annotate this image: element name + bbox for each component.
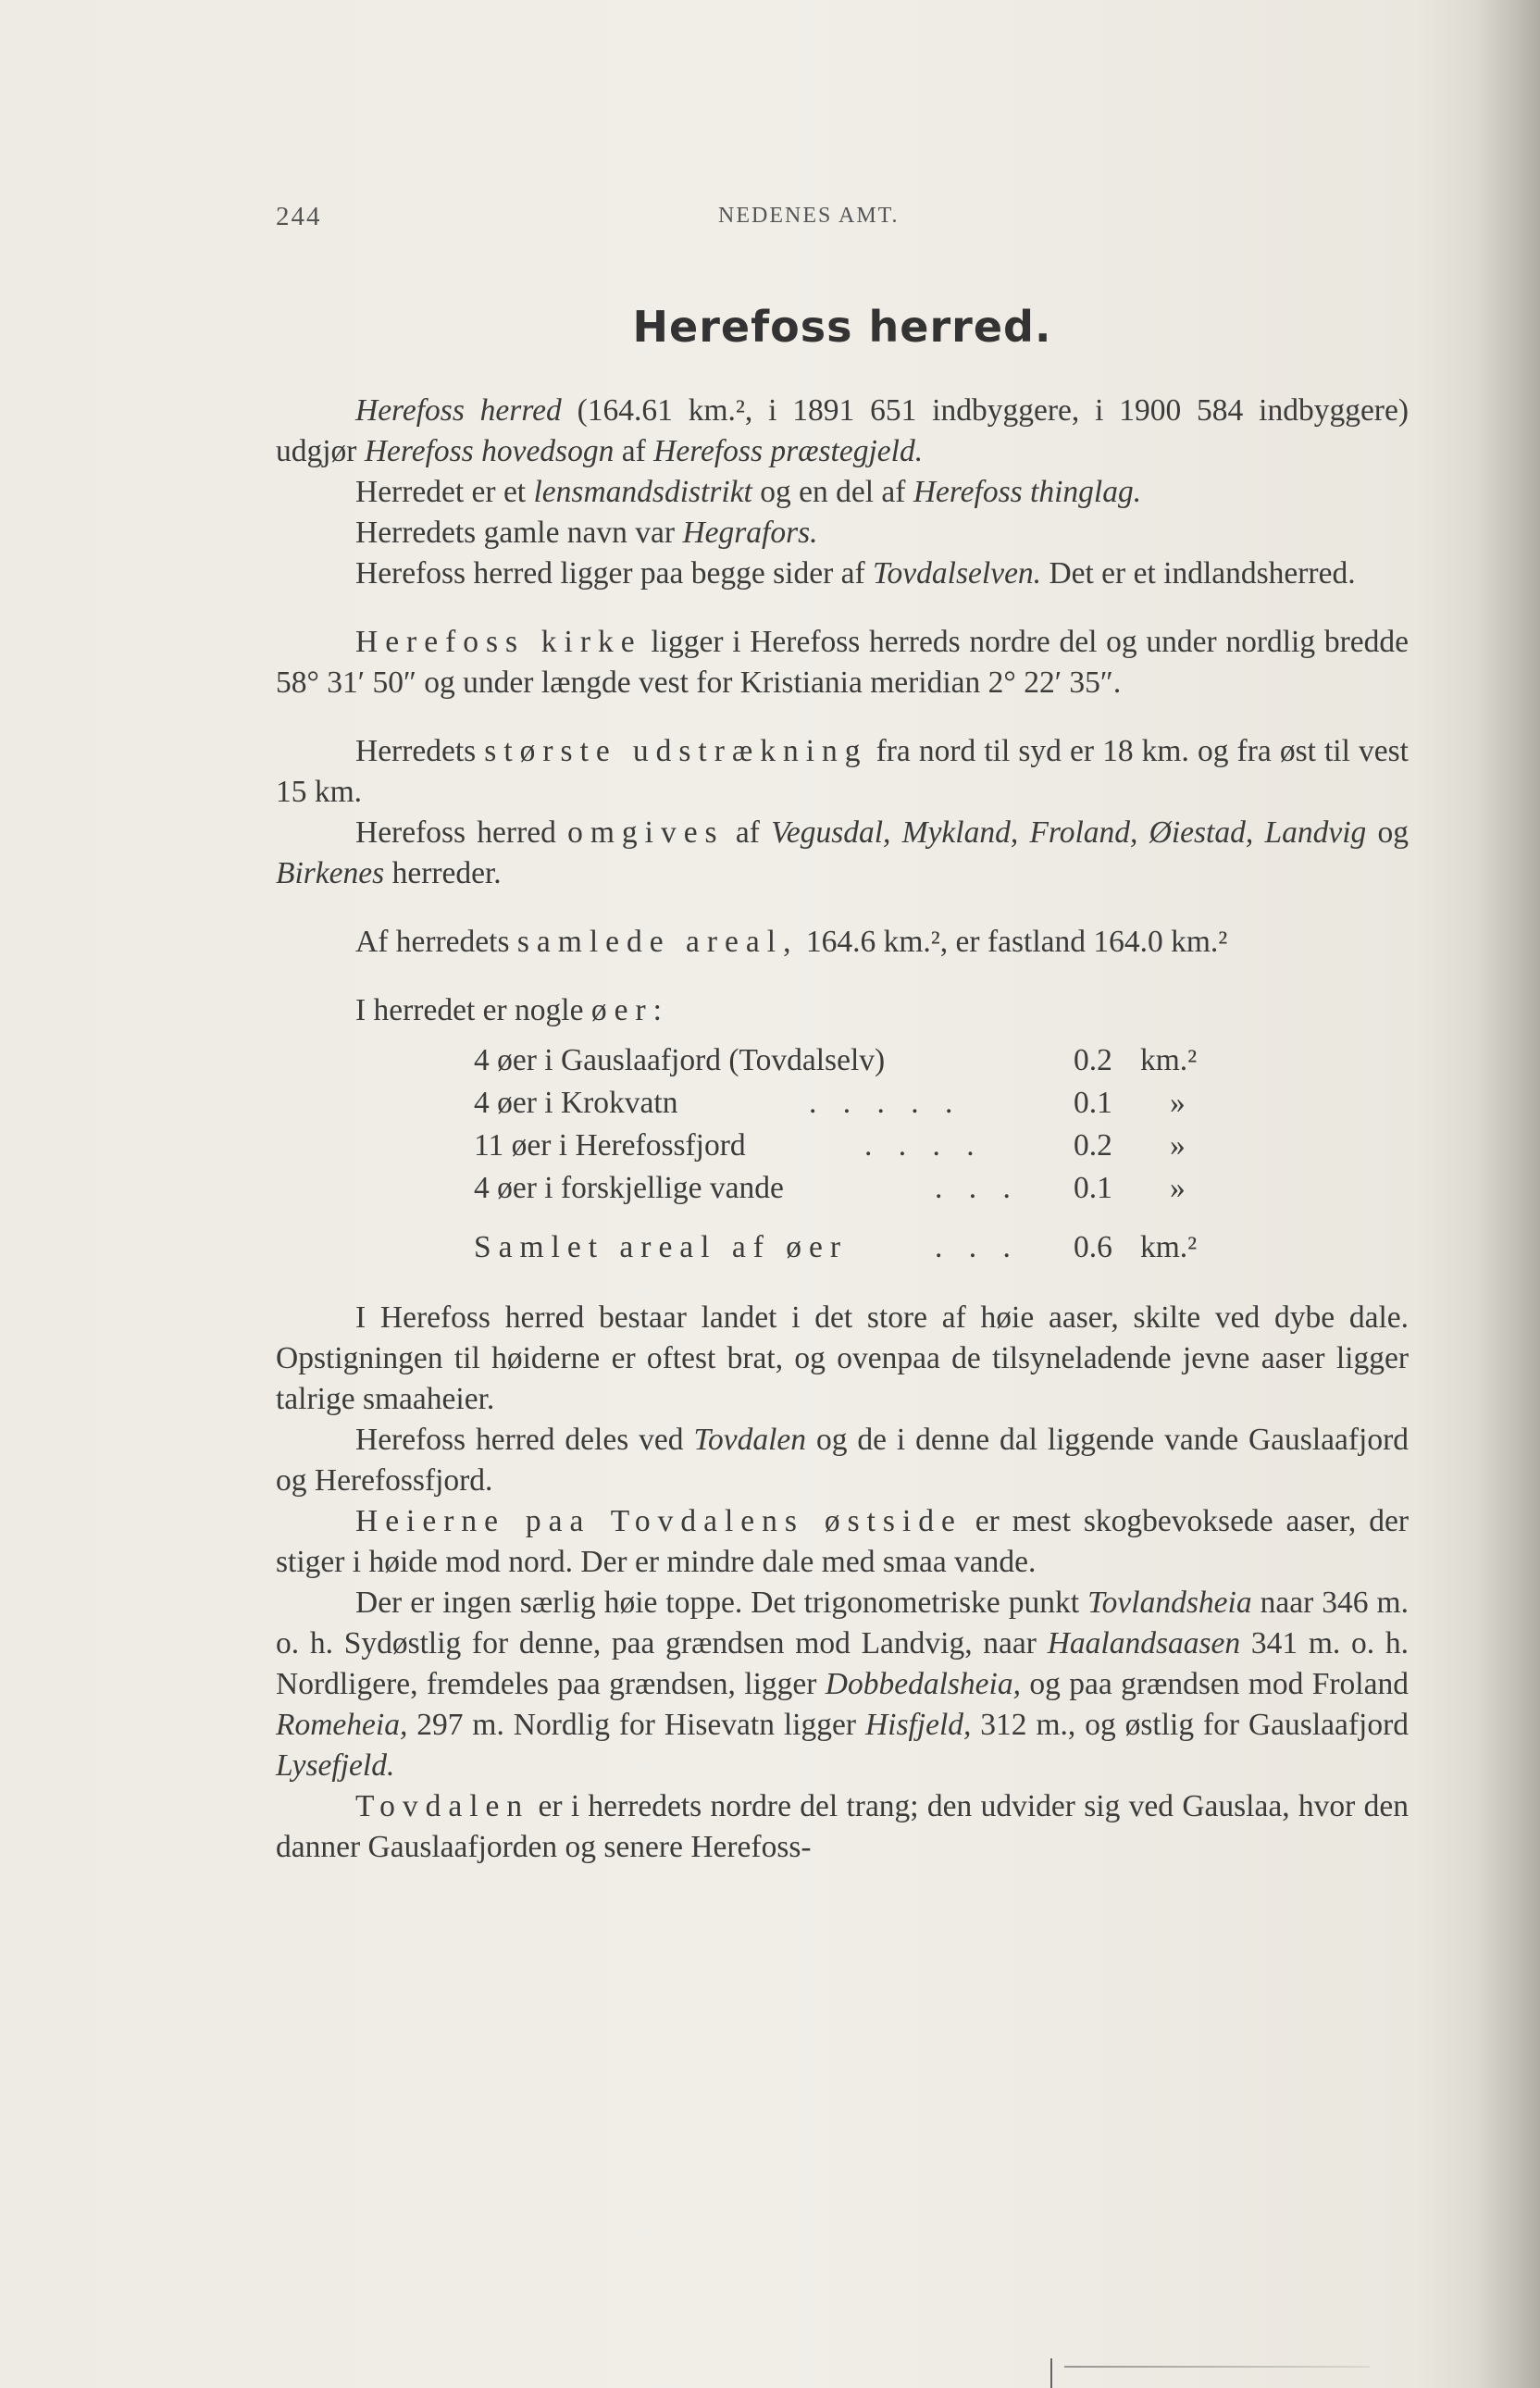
text-run: ligger i Herefoss herreds nordre del og under nordlig bredde 58° 31′ 50″ og under længde vest for Kristiania meridian 2° 22′ 35″.: [276, 625, 1409, 700]
paragraph-borders: [276, 813, 1409, 894]
text-run: og de i denne dal liggende vande Gauslaafjord og Herefossfjord.: [276, 1423, 1409, 1498]
text-run: er mest skogbevoksede aaser, der stiger i høide mod nord. Der er mindre dale med smaa vande.: [276, 1504, 1409, 1579]
italic-term: Herefoss præstegjeld.: [653, 434, 924, 468]
text-run: og en del af: [751, 475, 913, 509]
text-run: Der er ingen særlig høie toppe. Det trigonometriske punkt: [355, 1586, 1088, 1620]
spaced-term: samlede areal,: [516, 925, 799, 959]
text-run: 297 m. Nordlig for Hisevatn ligger: [407, 1708, 865, 1742]
island-area-value: 0.1: [1074, 1171, 1112, 1205]
text-run: og paa grændsen mod Froland: [1021, 1667, 1409, 1701]
text-run: Af herredets: [355, 925, 517, 959]
text-run: Herredets: [355, 734, 485, 768]
paragraph-terrain: I Herefoss herred bestaar landet i det store af høie aaser, skilte ved dybe dale. Opstigningen til høiderne er oftest brat, og ovenpaa de tilsyneladende jevne aaser ligger talrige smaaheier.: [276, 1300, 1409, 1416]
italic-term: Vegusdal, Mykland, Froland, Øiestad, Landvig: [771, 815, 1367, 850]
italic-term: Lysefjeld.: [276, 1748, 395, 1783]
paragraph-intro: [276, 391, 1409, 472]
paragraph-extent: [276, 731, 1409, 813]
text-run: Herredet er et: [355, 475, 534, 509]
paragraph-tovdalen: [276, 1786, 1409, 1868]
paragraph-area: [276, 922, 1409, 963]
spaced-term: Heierne paa Tovdalens østside: [355, 1504, 962, 1538]
paragraph-church: [276, 622, 1409, 703]
island-label: 4 øer i Krokvatn: [474, 1086, 678, 1120]
leader-dots: . . . .: [864, 1128, 984, 1163]
island-area-value: 0.2: [1074, 1043, 1112, 1077]
list-item: [474, 1126, 1399, 1168]
italic-term: lensmandsdistrikt: [533, 475, 752, 509]
page-edge-shadow: [1475, 0, 1540, 2388]
ditto-mark: »: [1170, 1171, 1186, 1205]
paragraph-peaks: [276, 1583, 1409, 1786]
leader-dots: . . . . .: [809, 1086, 962, 1120]
list-item: [474, 1040, 1399, 1083]
italic-term: Tovdalselven.: [873, 556, 1042, 591]
italic-term: Hegrafors.: [682, 516, 818, 550]
paragraph-location: [276, 553, 1409, 594]
italic-term: Romeheia,: [276, 1708, 408, 1742]
paragraph-east-side: [276, 1501, 1409, 1583]
text-run: herreder.: [384, 856, 502, 890]
islands-list: [474, 1040, 1399, 1270]
text-run: (164.61 km.², i 1891 651 indbyggere, i 1900 584 indbyggere) udgjør: [276, 393, 1409, 468]
text-run: Herefoss herred ligger paa begge sider af: [355, 556, 873, 591]
spaced-term: største udstrækning: [484, 734, 868, 768]
italic-term: Haalandsaasen: [1047, 1626, 1241, 1660]
leader-dots: . . .: [935, 1230, 1020, 1264]
text-run: og: [1366, 815, 1409, 850]
total-area-value: 0.6: [1074, 1230, 1112, 1264]
text-run: Herefoss herred deles ved: [355, 1423, 694, 1457]
ditto-mark: »: [1170, 1128, 1186, 1163]
total-label: Samlet areal af øer: [474, 1230, 849, 1264]
spaced-term: omgives: [567, 815, 725, 850]
total-area-unit: km.²: [1140, 1230, 1198, 1264]
italic-term: Dobbedalsheia,: [825, 1667, 1021, 1701]
leader-dots: . . .: [935, 1171, 1020, 1205]
italic-term: Tovlandsheia: [1087, 1586, 1252, 1620]
text-run: Herefoss herred: [355, 815, 568, 850]
spaced-term: Tovdalen: [355, 1789, 530, 1823]
page-number: 244: [276, 202, 322, 231]
page-header: [276, 193, 1409, 248]
italic-term: Herefoss hovedsogn: [364, 434, 615, 468]
text-run: fra nord til syd er 18 km. og fra øst til vest 15 km.: [276, 734, 1409, 809]
italic-term: Hisfjeld,: [864, 1708, 972, 1742]
text-run: 341 m. o. h. Nordligere, fremdeles paa grændsen, ligger: [276, 1626, 1409, 1701]
text-run: I herredet er nogle: [355, 993, 591, 1027]
text-run: naar 346 m. o. h. Sydøstlig for denne, paa grændsen mod Landvig, naar: [276, 1586, 1409, 1660]
paragraph-old-name: [276, 513, 1409, 553]
island-area-value: 0.2: [1074, 1128, 1112, 1163]
text-run: af: [614, 434, 654, 468]
body-text: [276, 391, 1409, 1868]
page-stroke: [1064, 2366, 1370, 2368]
ditto-mark: »: [1170, 1086, 1186, 1120]
italic-term: Birkenes: [276, 856, 385, 890]
list-item: [474, 1168, 1399, 1211]
island-label: 4 øer i Gauslaafjord (Tovdalselv): [474, 1043, 886, 1077]
italic-term: Tovdalen: [693, 1423, 807, 1457]
text-run: 312 m., og østlig for Gauslaafjord: [971, 1708, 1409, 1742]
spaced-term: Herefoss kirke: [355, 625, 642, 659]
text-run: Herredets gamle navn var: [355, 516, 683, 550]
text-run: Det er et indlandsherred.: [1041, 556, 1356, 591]
list-item: [474, 1083, 1399, 1126]
page-mark: [1050, 2358, 1052, 2388]
text-run: er i herredets nordre del trang; den udvider sig ved Gauslaa, hvor den danner Gauslaafjorden og senere Herefoss-: [276, 1789, 1409, 1864]
text-run: 164.6 km.², er fastland 164.0 km.²: [798, 925, 1228, 959]
island-area-value: 0.1: [1074, 1086, 1112, 1120]
italic-term: Herefoss herred: [355, 393, 562, 428]
islands-total-row: [474, 1227, 1399, 1270]
paragraph-district: [276, 472, 1409, 513]
spaced-term: øer:: [590, 993, 669, 1027]
paragraph-islands-intro: [276, 990, 1409, 1031]
island-label: 4 øer i forskjellige vande: [474, 1171, 784, 1205]
island-label: 11 øer i Herefossfjord: [474, 1128, 746, 1163]
running-title: NEDENES AMT.: [718, 204, 900, 228]
text-run: af: [724, 815, 772, 850]
italic-term: Herefoss thinglag.: [913, 475, 1142, 509]
paragraph-division: [276, 1420, 1409, 1501]
island-area-unit: km.²: [1140, 1043, 1198, 1077]
section-title: Herefoss herred.: [632, 302, 1052, 352]
